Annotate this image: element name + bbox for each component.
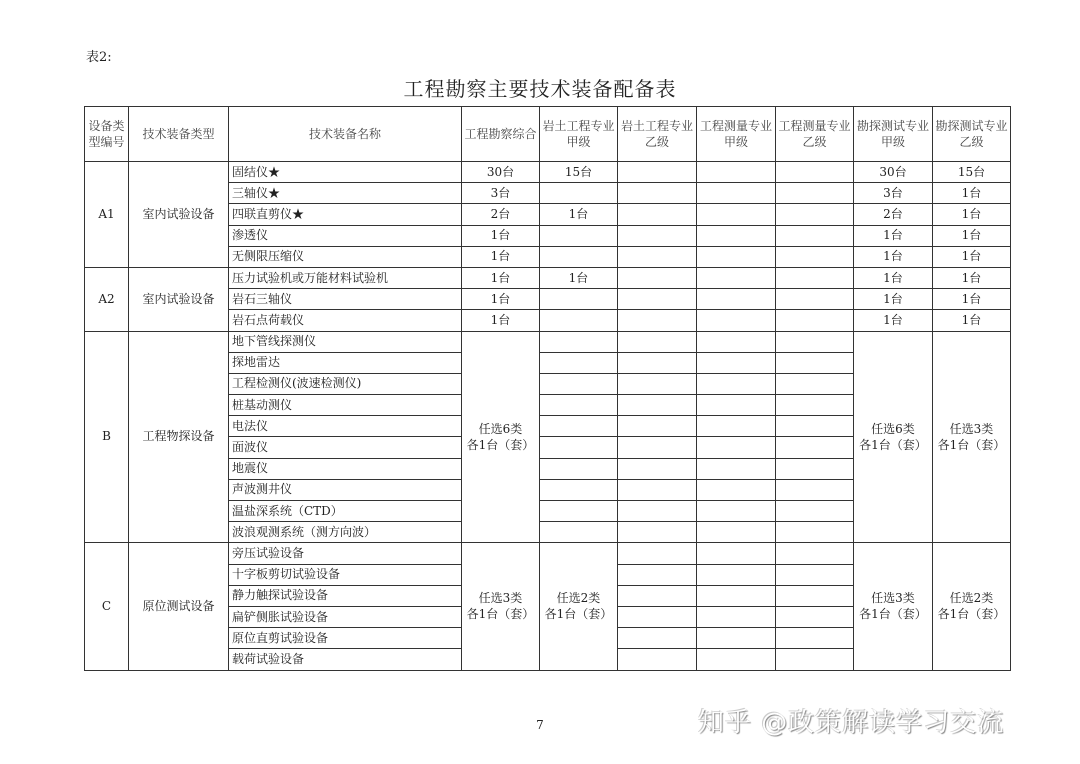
quantity-cell (697, 352, 776, 373)
quantity-cell (697, 373, 776, 394)
merged-quantity-cell: 任选2类 各1台（套） (540, 543, 618, 670)
quantity-cell (540, 183, 618, 204)
quantity-cell (697, 416, 776, 437)
quantity-cell (776, 628, 854, 649)
quantity-cell (697, 437, 776, 458)
quantity-cell (776, 564, 854, 585)
merged-quantity-cell: 任选3类 各1台（套） (933, 331, 1011, 543)
quantity-cell (697, 246, 776, 267)
quantity-cell: 2台 (854, 204, 933, 225)
quantity-cell (776, 246, 854, 267)
quantity-cell (776, 225, 854, 246)
quantity-cell (776, 501, 854, 522)
quantity-cell (540, 437, 618, 458)
quantity-cell (776, 331, 854, 352)
quantity-cell (697, 606, 776, 627)
quantity-cell (618, 564, 697, 585)
quantity-cell (776, 183, 854, 204)
column-header: 工程测量专业乙级 (776, 107, 854, 162)
equipment-name: 面波仪 (229, 437, 462, 458)
merged-quantity-cell: 任选6类 各1台（套） (854, 331, 933, 543)
equipment-name: 岩石点荷载仪 (229, 310, 462, 331)
quantity-cell (776, 310, 854, 331)
document-title: 工程勘察主要技术装备配备表 (403, 77, 677, 101)
quantity-cell (618, 395, 697, 416)
equipment-name: 声波测井仪 (229, 479, 462, 500)
quantity-cell (697, 395, 776, 416)
type-code: C (85, 543, 129, 670)
quantity-cell (776, 289, 854, 310)
quantity-cell: 1台 (933, 267, 1011, 288)
column-header: 勘探测试专业甲级 (854, 107, 933, 162)
equipment-name: 桩基动测仪 (229, 395, 462, 416)
equipment-name: 固结仪★ (229, 162, 462, 183)
equipment-name: 岩石三轴仪 (229, 289, 462, 310)
type-code: A1 (85, 162, 129, 268)
quantity-cell (618, 416, 697, 437)
equipment-name: 温盐深系统（CTD） (229, 501, 462, 522)
quantity-cell (618, 352, 697, 373)
quantity-cell: 15台 (933, 162, 1011, 183)
quantity-cell: 1台 (540, 204, 618, 225)
equipment-name: 电法仪 (229, 416, 462, 437)
quantity-cell (618, 183, 697, 204)
quantity-cell (618, 606, 697, 627)
quantity-cell: 1台 (933, 310, 1011, 331)
quantity-cell: 1台 (540, 267, 618, 288)
quantity-cell: 1台 (933, 204, 1011, 225)
quantity-cell: 30台 (854, 162, 933, 183)
quantity-cell (697, 267, 776, 288)
type-code: A2 (85, 267, 129, 331)
equipment-type: 原位测试设备 (129, 543, 229, 670)
equipment-name: 原位直剪试验设备 (229, 628, 462, 649)
quantity-cell (540, 522, 618, 543)
quantity-cell (776, 585, 854, 606)
equipment-name: 四联直剪仪★ (229, 204, 462, 225)
quantity-cell: 1台 (854, 225, 933, 246)
equipment-name: 旁压试验设备 (229, 543, 462, 564)
equipment-name: 载荷试验设备 (229, 649, 462, 670)
column-header: 岩土工程专业甲级 (540, 107, 618, 162)
quantity-cell (540, 310, 618, 331)
quantity-cell (540, 225, 618, 246)
quantity-cell (776, 267, 854, 288)
quantity-cell (776, 352, 854, 373)
quantity-cell (697, 501, 776, 522)
equipment-name: 扁铲侧胀试验设备 (229, 606, 462, 627)
equipment-name: 工程检测仪(波速检测仪) (229, 373, 462, 394)
quantity-cell: 1台 (462, 267, 540, 288)
quantity-cell (540, 246, 618, 267)
quantity-cell (618, 543, 697, 564)
quantity-cell (697, 479, 776, 500)
quantity-cell (618, 162, 697, 183)
quantity-cell: 3台 (462, 183, 540, 204)
quantity-cell (618, 628, 697, 649)
table-row (85, 543, 1011, 564)
quantity-cell (697, 564, 776, 585)
quantity-cell: 1台 (462, 310, 540, 331)
equipment-type: 室内试验设备 (129, 162, 229, 268)
equipment-name: 静力触探试验设备 (229, 585, 462, 606)
table-label: 表2: (86, 50, 112, 65)
column-header: 工程勘察综合 (462, 107, 540, 162)
quantity-cell (776, 204, 854, 225)
quantity-cell: 1台 (933, 225, 1011, 246)
quantity-cell (776, 479, 854, 500)
quantity-cell (540, 395, 618, 416)
equipment-name: 地下管线探测仪 (229, 331, 462, 352)
quantity-cell (618, 246, 697, 267)
quantity-cell (618, 310, 697, 331)
quantity-cell (618, 331, 697, 352)
quantity-cell: 1台 (933, 183, 1011, 204)
quantity-cell (776, 606, 854, 627)
equipment-name: 波浪观测系统（测方向波） (229, 522, 462, 543)
quantity-cell: 3台 (854, 183, 933, 204)
quantity-cell (540, 479, 618, 500)
page-number: 7 (536, 718, 544, 732)
quantity-cell (697, 204, 776, 225)
equipment-name: 无侧限压缩仪 (229, 246, 462, 267)
quantity-cell: 1台 (462, 225, 540, 246)
table-row (85, 331, 1011, 352)
quantity-cell (697, 331, 776, 352)
quantity-cell (618, 522, 697, 543)
type-code: B (85, 331, 129, 543)
column-header: 技术装备名称 (229, 107, 462, 162)
column-header: 技术装备类型 (129, 107, 229, 162)
quantity-cell: 1台 (854, 310, 933, 331)
quantity-cell (697, 649, 776, 670)
equipment-name: 十字板剪切试验设备 (229, 564, 462, 585)
quantity-cell (697, 543, 776, 564)
quantity-cell (697, 585, 776, 606)
quantity-cell: 1台 (854, 289, 933, 310)
quantity-cell: 1台 (854, 267, 933, 288)
watermark: 知乎 @政策解读学习交流 (698, 708, 1005, 738)
quantity-cell (540, 331, 618, 352)
quantity-cell (697, 225, 776, 246)
quantity-cell (776, 543, 854, 564)
quantity-cell (697, 522, 776, 543)
merged-quantity-cell: 任选3类 各1台（套） (462, 543, 540, 670)
quantity-cell (540, 458, 618, 479)
quantity-cell: 2台 (462, 204, 540, 225)
equipment-name: 三轴仪★ (229, 183, 462, 204)
quantity-cell (540, 289, 618, 310)
table-row (85, 162, 1011, 183)
quantity-cell (618, 649, 697, 670)
quantity-cell (618, 267, 697, 288)
column-header: 设备类型编号 (85, 107, 129, 162)
quantity-cell (776, 416, 854, 437)
quantity-cell (697, 310, 776, 331)
quantity-cell (618, 479, 697, 500)
merged-quantity-cell: 任选2类 各1台（套） (933, 543, 1011, 670)
quantity-cell (776, 162, 854, 183)
equipment-name: 探地雷达 (229, 352, 462, 373)
quantity-cell (618, 204, 697, 225)
quantity-cell (618, 458, 697, 479)
quantity-cell: 30台 (462, 162, 540, 183)
quantity-cell (776, 649, 854, 670)
equipment-name: 地震仪 (229, 458, 462, 479)
equipment-type: 室内试验设备 (129, 267, 229, 331)
quantity-cell (776, 458, 854, 479)
quantity-cell (540, 501, 618, 522)
quantity-cell (697, 458, 776, 479)
equipment-name: 渗透仪 (229, 225, 462, 246)
quantity-cell (697, 183, 776, 204)
equipment-name: 压力试验机或万能材料试验机 (229, 267, 462, 288)
quantity-cell (618, 501, 697, 522)
quantity-cell: 15台 (540, 162, 618, 183)
merged-quantity-cell: 任选3类 各1台（套） (854, 543, 933, 670)
quantity-cell (618, 585, 697, 606)
quantity-cell: 1台 (462, 289, 540, 310)
merged-quantity-cell: 任选6类 各1台（套） (462, 331, 540, 543)
column-header: 工程测量专业甲级 (697, 107, 776, 162)
equipment-table (84, 106, 1011, 671)
quantity-cell (540, 373, 618, 394)
quantity-cell (776, 373, 854, 394)
quantity-cell: 1台 (933, 289, 1011, 310)
quantity-cell (776, 395, 854, 416)
quantity-cell (540, 416, 618, 437)
quantity-cell: 1台 (933, 246, 1011, 267)
quantity-cell (697, 289, 776, 310)
equipment-type: 工程物探设备 (129, 331, 229, 543)
quantity-cell (697, 162, 776, 183)
quantity-cell (776, 522, 854, 543)
quantity-cell (540, 352, 618, 373)
quantity-cell (776, 437, 854, 458)
quantity-cell: 1台 (854, 246, 933, 267)
quantity-cell: 1台 (462, 246, 540, 267)
quantity-cell (618, 289, 697, 310)
column-header: 勘探测试专业乙级 (933, 107, 1011, 162)
quantity-cell (618, 373, 697, 394)
header-row (85, 107, 1011, 162)
quantity-cell (618, 437, 697, 458)
column-header: 岩土工程专业乙级 (618, 107, 697, 162)
table-row (85, 267, 1011, 288)
quantity-cell (618, 225, 697, 246)
quantity-cell (697, 628, 776, 649)
